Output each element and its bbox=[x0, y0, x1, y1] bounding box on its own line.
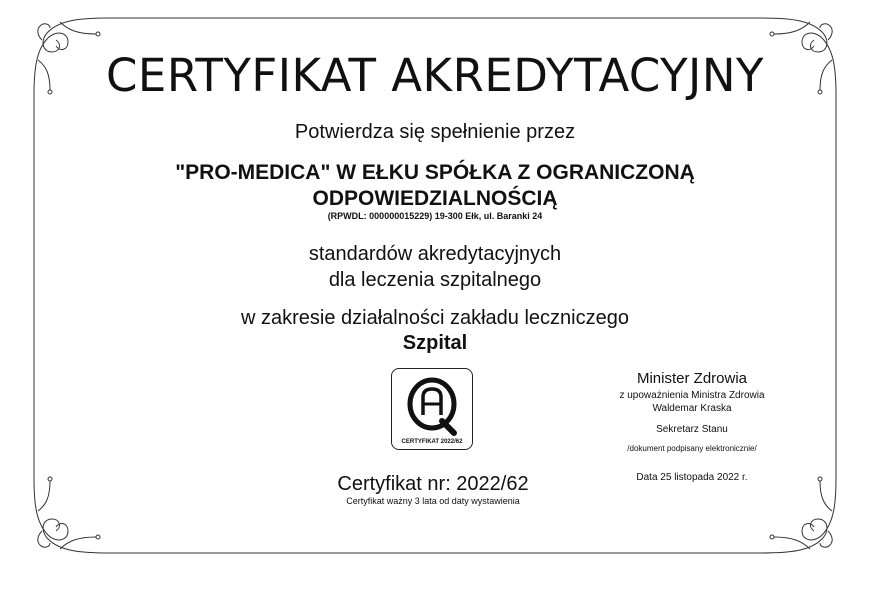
ward-name: Szpital bbox=[402, 332, 468, 354]
signatory-position: Sekretarz Stanu bbox=[656, 424, 728, 435]
intro-text: Potwierdza się spełnienie przez bbox=[294, 121, 576, 143]
organization-name bbox=[0, 160, 870, 212]
certificate-number: Certyfikat nr: 2022/62 bbox=[337, 473, 529, 495]
signatory-name: Waldemar Kraska bbox=[652, 403, 732, 414]
standards-line2: dla leczenia szpitalnego bbox=[328, 269, 542, 291]
standards-line1: standardów akredytacyjnych bbox=[308, 243, 562, 265]
scope-text: w zakresie działalności zakładu leczniczego bbox=[241, 307, 629, 329]
organization-name-line1: "PRO-MEDICA" W EŁKU SPÓŁKA Z OGRANICZONĄ bbox=[175, 161, 695, 184]
accreditation-logo bbox=[391, 368, 473, 450]
validity-text: Certyfikat ważny 3 lata od daty wystawienia bbox=[346, 496, 520, 506]
minister-title: Minister Zdrowia bbox=[636, 370, 748, 387]
quality-q-icon bbox=[392, 371, 472, 441]
standards-text bbox=[0, 241, 870, 293]
signature-note: /dokument podpisany elektronicznie/ bbox=[627, 444, 757, 453]
logo-caption: CERTYFIKAT 2022/62 bbox=[401, 439, 463, 445]
authorization-text: z upoważnienia Ministra Zdrowia bbox=[619, 390, 765, 401]
certificate-title: CERTYFIKAT AKREDYTACYJNY bbox=[106, 49, 764, 102]
organization-address: (RPWDL: 000000015229) 19-300 Ełk, ul. Baranki 24 bbox=[327, 211, 543, 221]
issue-date: Data 25 listopada 2022 r. bbox=[636, 472, 748, 483]
organization-name-line2: ODPOWIEDZIALNOŚCIĄ bbox=[312, 187, 558, 210]
